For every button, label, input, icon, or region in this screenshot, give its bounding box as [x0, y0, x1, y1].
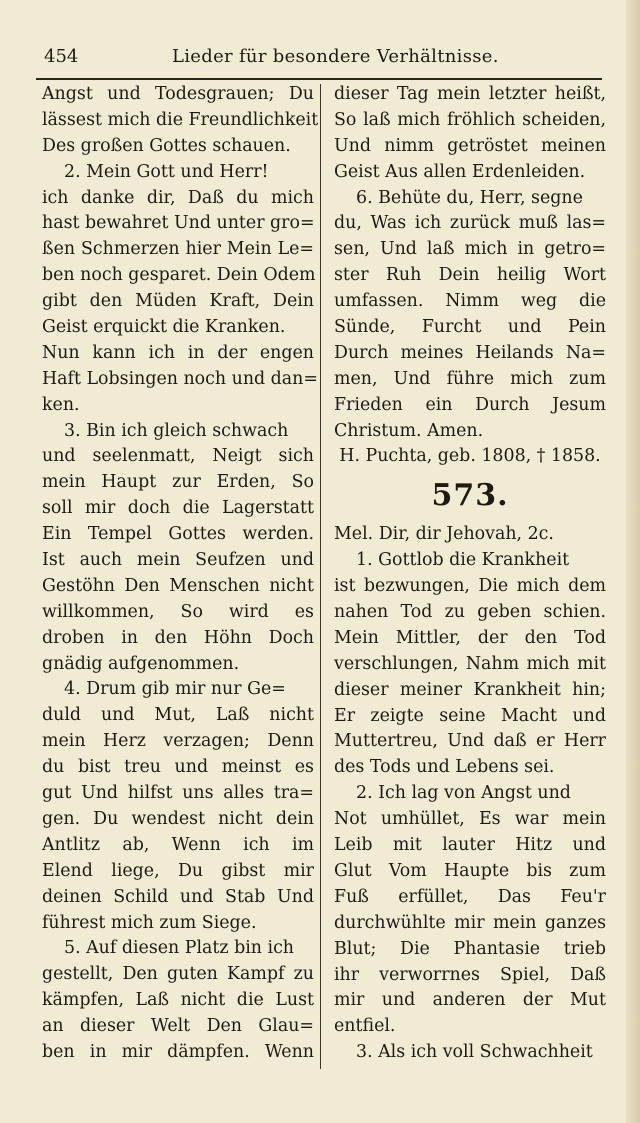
hymn-572-ending: [334, 82, 606, 444]
page-number: 454: [44, 46, 79, 67]
text-line: gen. Du wendest nicht dein: [42, 808, 314, 829]
text-line: 5. Auf diesen Platz bin ich: [64, 938, 295, 959]
text-line: duld und Mut, Laß nicht: [42, 705, 314, 726]
text-line: Angst und Todesgrauen; Du: [42, 84, 314, 104]
text-line: Fuß erfüllet, Das Feu'r: [334, 886, 606, 907]
text-line: droben in den Höhn Doch: [42, 627, 314, 648]
text-line: ben in mir dämpfen. Wenn: [42, 1041, 314, 1062]
text-line: lässest mich die Freundlichkeit: [42, 109, 319, 130]
text-line: des Tods und Lebens sei.: [334, 757, 555, 778]
text-line: Gestöhn Den Menschen nicht: [42, 575, 314, 596]
text-line: Haft Lobsingen noch und dan=: [42, 368, 318, 389]
text-line: Nun kann ich in der engen: [42, 342, 314, 363]
text-line: du, Was ich zurück muß las=: [334, 213, 606, 234]
hymn-attribution: H. Puchta, geb. 1808, † 1858.: [339, 446, 601, 467]
text-line: ßen Schmerzen hier Mein Le=: [42, 239, 314, 260]
text-line: nahen Tod zu geben schien.: [334, 602, 606, 623]
text-line: 3. Bin ich gleich schwach: [64, 420, 289, 441]
text-line: Geist erquickt die Kranken.: [42, 317, 286, 338]
text-line: gnädig aufgenommen.: [42, 653, 240, 674]
text-line: ken.: [42, 394, 80, 415]
text-line: mein Herz verzagen; Denn: [42, 731, 314, 752]
text-line: hast bewahret Und unter gro=: [42, 213, 315, 234]
header-rule: [36, 78, 602, 80]
text-line: dieser meiner Krankheit hin;: [334, 679, 606, 700]
right-column: [334, 82, 606, 1066]
melody-line: Mel. Dir, dir Jehovah, 2c.: [334, 524, 554, 545]
text-line: ben noch gesparet. Dein Odem: [42, 265, 316, 286]
text-line: Leib mit lauter Hitz und: [334, 835, 606, 856]
column-divider: [320, 84, 321, 1069]
text-line: Blut; Die Phantasie trieb: [334, 938, 606, 959]
text-line: Ist auch mein Seufzen und: [42, 550, 314, 571]
running-head: Lieder für besondere Verhältnisse.: [172, 46, 499, 67]
text-line: Ein Tempel Gottes werden.: [42, 524, 314, 545]
text-line: Er zeigte seine Macht und: [334, 705, 606, 726]
text-line: soll mir doch die Lagerstatt: [42, 498, 314, 519]
text-line: gibt den Müden Kraft, Dein: [42, 291, 314, 312]
text-line: deinen Schild und Stab Und: [42, 886, 314, 907]
text-line: gestellt, Den guten Kampf zu: [42, 964, 314, 985]
text-line: entfiel.: [334, 1016, 396, 1037]
text-line: dieser Tag mein letzter heißt,: [334, 84, 606, 104]
text-line: Sünde, Furcht und Pein: [334, 317, 606, 338]
text-line: führest mich zum Siege.: [42, 912, 257, 933]
text-line: Und nimm getröstet meinen: [334, 135, 606, 156]
text-line: kämpfen, Laß nicht die Lust: [42, 990, 314, 1011]
hymn-573-text: [334, 548, 606, 1066]
text-line: 2. Ich lag von Angst und: [356, 783, 571, 804]
text-line: mir und anderen der Mut: [334, 990, 606, 1011]
text-line: ster Ruh Dein heilig Wort: [334, 265, 606, 286]
text-line: du bist treu und meinst es: [42, 757, 314, 778]
left-column: [42, 82, 319, 1066]
text-line: So laß mich fröhlich scheiden,: [334, 109, 606, 130]
text-line: durchwühlte mir mein ganzes: [334, 912, 606, 933]
text-line: an dieser Welt Den Glau=: [42, 1016, 314, 1037]
text-line: Frieden ein Durch Jesum: [334, 394, 606, 415]
text-line: Muttertreu, Und daß er Herr: [334, 731, 606, 752]
text-line: verschlungen, Nahm mich mit: [334, 653, 606, 674]
text-line: umfassen. Nimm weg die: [334, 291, 606, 312]
text-line: Christum. Amen.: [334, 420, 484, 441]
text-line: sen, Und laß mich in getro=: [334, 239, 606, 260]
page-edge-shadow: [626, 0, 640, 1123]
text-line: Durch meines Heilands Na=: [334, 342, 606, 363]
text-line: ist bezwungen, Die mich dem: [334, 576, 606, 597]
hymn-number: 573.: [431, 478, 509, 514]
text-line: 3. Als ich voll Schwachheit: [356, 1042, 593, 1063]
text-line: 4. Drum gib mir nur Ge=: [64, 679, 286, 700]
text-line: Des großen Gottes schauen.: [42, 135, 291, 156]
text-line: Mein Mittler, der den Tod: [334, 627, 606, 648]
text-line: 6. Behüte du, Herr, segne: [356, 187, 583, 208]
text-line: Antlitz ab, Wenn ich im: [42, 834, 314, 855]
text-line: 2. Mein Gott und Herr!: [64, 161, 269, 182]
text-line: men, Und führe mich zum: [334, 368, 606, 389]
text-line: Glut Vom Haupte bis zum: [334, 860, 606, 881]
text-line: ich danke dir, Daß du mich: [42, 187, 314, 208]
text-line: mein Haupt zur Erden, So: [42, 472, 314, 493]
text-line: willkommen, So wird es: [42, 601, 314, 622]
page-header: [36, 40, 601, 76]
text-line: Elend liege, Du gibst mir: [42, 860, 314, 881]
text-line: Geist Aus allen Erdenleiden.: [334, 161, 586, 182]
text-line: ihr verworrnes Spiel, Daß: [334, 964, 606, 985]
text-line: gut Und hilfst uns alles tra=: [42, 783, 314, 804]
text-line: 1. Gottlob die Krankheit: [356, 550, 570, 571]
text-line: Not umhüllet, Es war mein: [334, 809, 606, 830]
text-line: und seelenmatt, Neigt sich: [42, 446, 314, 467]
